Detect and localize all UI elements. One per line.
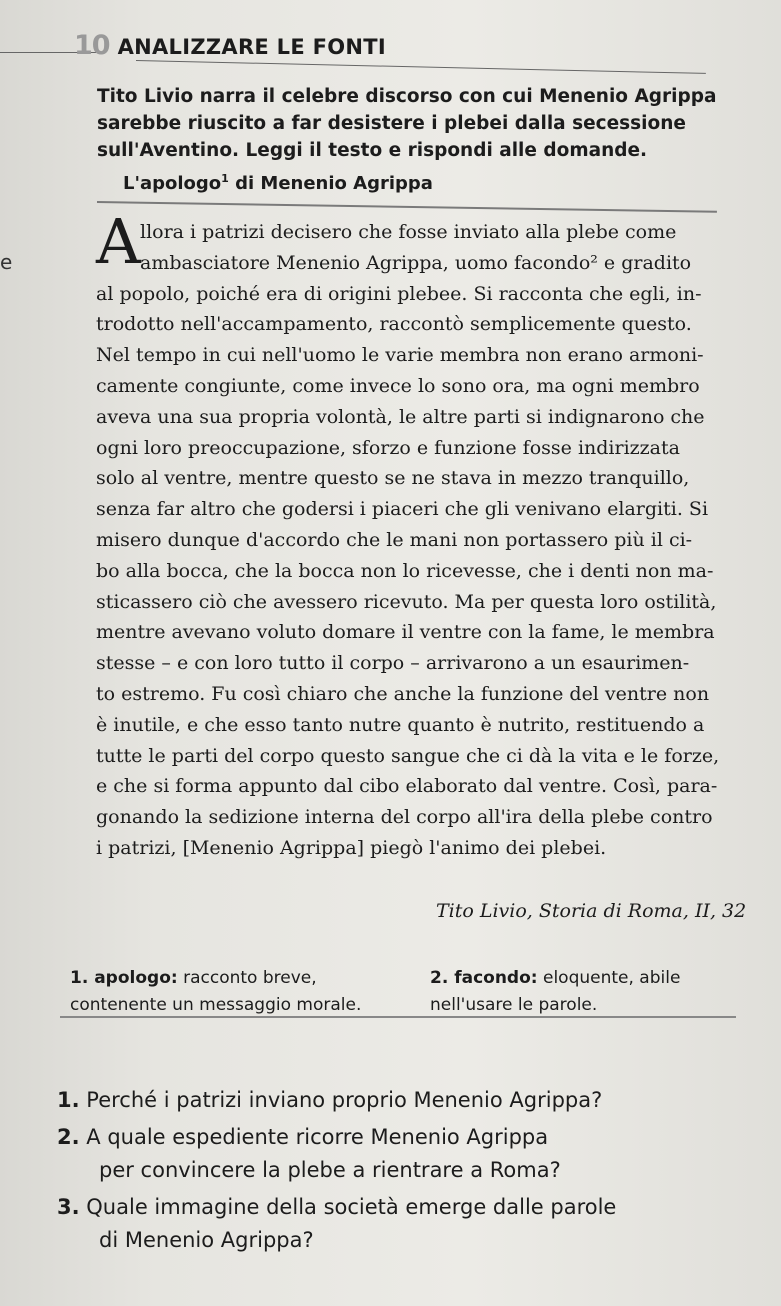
exercise-number: 10 <box>74 30 110 61</box>
subtitle-pre: L'apologo <box>123 173 222 194</box>
question-text: A quale espediente ricorre Menenio Agrippa <box>86 1125 549 1149</box>
question-3-cont: di Menenio Agrippa? <box>99 1228 314 1252</box>
footnote-apologo <box>70 965 400 1019</box>
passage-line: è inutile, e che esso tanto nutre quanto è nutrito, restituendo a <box>96 713 705 736</box>
footnote-facondo <box>430 965 750 1019</box>
intro-text <box>97 83 717 164</box>
intro-line: sarebbe riuscito a far desistere i plebei dalla secessione <box>97 113 686 134</box>
passage-line: trodotto nell'accampamento, raccontò semplicemente questo. <box>96 313 692 336</box>
passage-line: aveva una sua propria volontà, le altre parti si indignarono che <box>96 405 705 428</box>
footnotes-rule <box>60 1016 736 1018</box>
question-3 <box>57 1191 757 1224</box>
passage-line: bo alla bocca, che la bocca non lo ricevesse, che i denti non ma- <box>96 559 714 582</box>
passage-line: sticassero ciò che avessero ricevuto. Ma per questa loro ostilità, <box>96 590 717 613</box>
passage-line: misero dunque d'accordo che le mani non portassero più il ci- <box>96 528 693 551</box>
drop-cap: A <box>96 205 141 278</box>
exercise-title: ANALIZZARE LE FONTI <box>117 35 387 59</box>
question-1 <box>57 1084 757 1117</box>
passage-line: to estremo. Fu così chiaro che anche la funzione del ventre non <box>96 682 710 705</box>
citation: Tito Livio, Storia di Roma, II, 32 <box>436 900 747 922</box>
passage-line: mentre avevano voluto domare il ventre con la fame, le membra <box>96 621 715 644</box>
passage-line: camente congiunte, come invece lo sono ora, ma ogni membro <box>96 374 700 397</box>
footnote-text: eloquente, abile nell'usare le parole. <box>430 968 681 1015</box>
passage-line: i patrizi, [Menenio Agrippa] piegò l'animo dei plebei. <box>96 836 607 859</box>
passage-line: senza far altro che godersi i piaceri che gli venivano elargiti. Si <box>96 498 709 521</box>
facing-page-fragment: e <box>0 250 13 274</box>
question-2-cont: per convincere la plebe a rientrare a Roma? <box>99 1158 561 1182</box>
footnote-term: 2. facondo: <box>430 968 538 988</box>
questions <box>57 1084 757 1257</box>
subtitle-footnote-ref: 1 <box>221 172 229 185</box>
footnote-text: racconto breve, contenente un messaggio morale. <box>70 968 362 1015</box>
passage-line: e che si forma appunto dal cibo elaborato dal ventre. Così, para- <box>96 775 718 798</box>
intro-line: sull'Aventino. Leggi il testo e rispondi alle domande. <box>97 140 648 161</box>
question-number: 3. <box>57 1195 80 1219</box>
subtitle-post: di Menenio Agrippa <box>228 173 433 194</box>
title-rule <box>136 60 706 74</box>
question-number: 1. <box>57 1088 80 1112</box>
question-2 <box>57 1121 757 1154</box>
passage-line: solo al ventre, mentre questo se ne stava in mezzo tranquillo, <box>96 467 690 490</box>
subtitle-rule <box>97 201 717 213</box>
passage-line: tutte le parti del corpo questo sangue che ci dà la vita e le forze, <box>96 744 720 767</box>
passage-line: gonando la sedizione interna del corpo all'ira della plebe contro <box>96 806 713 829</box>
question-text: Perché i patrizi inviano proprio Menenio Agrippa? <box>86 1088 603 1112</box>
passage-line: stesse – e con loro tutto il corpo – arrivarono a un esaurimen- <box>96 652 690 675</box>
passage-subtitle <box>123 172 433 194</box>
intro-line: Tito Livio narra il celebre discorso con cui Menenio Agrippa <box>97 86 717 107</box>
passage-line: al popolo, poiché era di origini plebee. Si racconta che egli, in- <box>96 282 702 305</box>
passage-line: ambasciatore Menenio Agrippa, uomo facondo² e gradito <box>140 251 692 274</box>
passage-text <box>96 217 736 864</box>
footnote-term: 1. apologo: <box>70 968 178 988</box>
passage-line: llora i patrizi decisero che fosse inviato alla plebe come <box>140 221 677 243</box>
exercise-header <box>74 30 386 61</box>
passage-line: ogni loro preoccupazione, sforzo e funzione fosse indirizzata <box>96 436 680 459</box>
passage-line: Nel tempo in cui nell'uomo le varie membra non erano armoni- <box>96 344 704 367</box>
question-number: 2. <box>57 1125 80 1149</box>
question-text: Quale immagine della società emerge dalle parole <box>86 1195 617 1219</box>
